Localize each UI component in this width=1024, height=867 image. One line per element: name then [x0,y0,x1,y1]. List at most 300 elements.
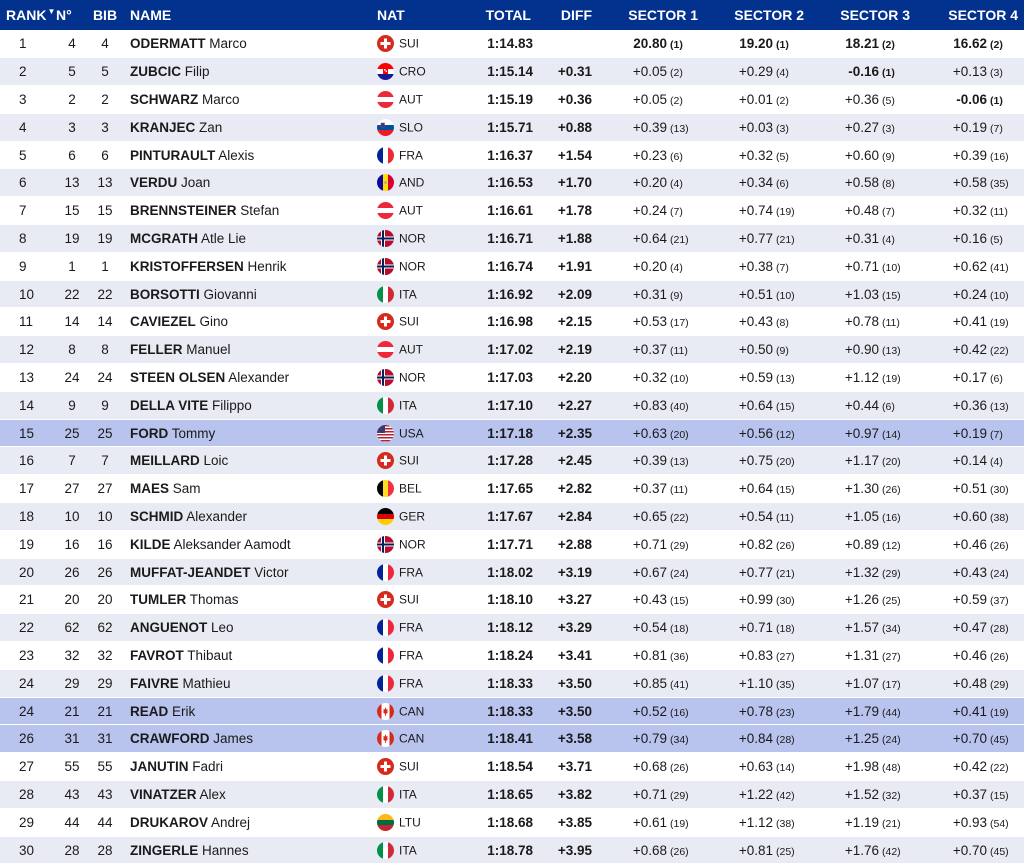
athlete-name[interactable] [122,669,377,697]
header-rank-label: RANK [6,7,47,23]
sector-2-time: +0.71 [738,620,773,636]
nation-cell [377,141,462,169]
sector-1-time: +0.05 [632,91,667,107]
athlete-name[interactable] [122,642,377,670]
athlete-name[interactable] [122,725,377,753]
header-diff[interactable]: DIFF [560,7,592,23]
rank-cell: 13 [19,369,35,385]
sector-3-time: +0.36 [844,91,879,107]
total-time: 1:15.14 [487,64,533,80]
sector-1-rank: (18) [670,623,689,636]
sector-4-time: +0.70 [952,842,987,858]
sector-2-rank: (30) [776,595,795,608]
table-row[interactable] [0,141,1024,169]
sector-1-cell [598,30,704,58]
bib-cell: 62 [97,620,113,636]
flag-icon [377,619,394,636]
table-row[interactable] [0,58,1024,86]
athlete-name[interactable] [122,252,377,280]
number-cell: 13 [64,175,80,191]
sector-4-rank: (1) [990,94,1003,107]
sector-2-time: +0.29 [738,64,773,80]
sector-2-rank: (8) [776,317,789,330]
sector-2-cell [704,669,810,697]
total-time: 1:17.03 [487,369,533,385]
athlete-name[interactable] [122,113,377,141]
bib-cell: 26 [97,564,113,580]
table-row[interactable] [0,419,1024,447]
rank-cell: 27 [19,759,35,775]
nation-code: SUI [399,592,420,607]
bib-cell: 2 [101,91,109,107]
sector-2-cell [704,58,810,86]
sector-2-time: +0.03 [738,119,773,135]
sector-4-time: +0.46 [952,536,987,552]
sector-3-time: +0.71 [844,258,879,274]
sector-4-time: +0.16 [952,230,987,246]
table-row[interactable] [0,86,1024,114]
sector-2-time: +1.22 [738,786,773,802]
athlete-name[interactable] [122,530,377,558]
athlete-last-name: ODERMATT [130,36,206,52]
table-row[interactable] [0,113,1024,141]
table-row[interactable] [0,586,1024,614]
header-rank[interactable] [0,0,56,30]
sector-2-rank: (28) [776,734,795,747]
sector-4-rank: (4) [990,456,1003,469]
header-sector-1[interactable]: SECTOR 1 [628,7,698,23]
sector-1-time: +0.37 [632,481,667,497]
athlete-first-name: Stefan [240,203,280,219]
header-bib[interactable]: BIB [92,7,118,23]
total-time: 1:17.10 [487,397,533,413]
sector-1-cell [598,586,704,614]
sector-1-cell [598,141,704,169]
sector-3-time: +0.89 [844,536,879,552]
table-row[interactable] [0,391,1024,419]
sector-3-rank: (7) [882,206,895,219]
header-sector-2[interactable]: SECTOR 2 [734,7,804,23]
sector-4-time: +0.13 [952,64,987,80]
number-cell: 6 [68,147,76,163]
sector-3-cell [810,141,916,169]
table-row[interactable] [0,503,1024,531]
sector-3-cell [810,586,916,614]
sector-3-cell [810,252,916,280]
table-row[interactable] [0,364,1024,392]
total-time: 1:18.33 [487,703,533,719]
sector-1-cell [598,280,704,308]
flag-icon [377,91,394,108]
sector-2-time: +0.77 [738,564,773,580]
time-diff: +2.82 [557,481,592,497]
sector-2-rank: (3) [776,122,789,135]
bib-cell: 27 [97,481,113,497]
table-row[interactable] [0,725,1024,753]
athlete-name[interactable] [122,419,377,447]
sector-4-time: +0.93 [952,814,987,830]
sector-1-rank: (20) [670,428,689,441]
athlete-name[interactable] [122,58,377,86]
total-time: 1:18.78 [487,842,533,858]
athlete-last-name: MEILLARD [130,453,200,469]
sector-3-time: +1.31 [844,647,879,663]
table-row[interactable] [0,447,1024,475]
nation-code: ITA [399,787,417,802]
time-diff [537,30,598,58]
athlete-name[interactable] [122,475,377,503]
sector-1-time: +0.71 [632,536,667,552]
sector-4-cell [916,419,1024,447]
sector-3-time: +0.27 [844,119,879,135]
sector-3-time: +0.97 [844,425,879,441]
time-diff: +0.88 [557,119,592,135]
nation-cell [377,447,462,475]
sector-2-time: +0.81 [738,842,773,858]
sector-1-rank: (29) [670,539,689,552]
sector-2-cell [704,308,810,336]
time-diff: +2.84 [557,508,592,524]
total-time: 1:16.61 [487,203,533,219]
nation-cell [377,225,462,253]
athlete-first-name: Hannes [202,842,249,858]
table-row[interactable] [0,753,1024,781]
total-time: 1:17.71 [487,536,533,552]
total-time: 1:18.41 [487,731,533,747]
nation-code: NOR [399,370,426,385]
header-total[interactable]: TOTAL [485,7,531,23]
sector-2-rank: (18) [776,623,795,636]
bib-cell: 3 [101,119,109,135]
sector-2-rank: (26) [776,539,795,552]
athlete-name[interactable] [122,586,377,614]
nation-cell [377,781,462,809]
table-row[interactable] [0,308,1024,336]
time-diff: +2.20 [557,369,592,385]
table-row[interactable] [0,530,1024,558]
sector-3-rank: (17) [882,678,901,691]
sector-3-time: +1.07 [844,675,879,691]
sector-4-time: +0.42 [952,342,987,358]
nation-cell [377,30,462,58]
table-row[interactable] [0,475,1024,503]
bib-cell: 10 [97,508,113,524]
sector-2-rank: (25) [776,845,795,858]
nation-cell [377,364,462,392]
athlete-first-name: Atle Lie [201,230,247,246]
number-cell: 26 [64,564,80,580]
athlete-first-name: Victor [254,564,289,580]
sector-3-cell [810,530,916,558]
flag-icon [377,452,394,469]
sector-3-cell [810,336,916,364]
sector-3-cell [810,280,916,308]
sector-1-cell [598,308,704,336]
athlete-name[interactable] [122,280,377,308]
sector-2-cell [704,336,810,364]
sector-4-rank: (5) [990,233,1003,246]
athlete-name[interactable] [122,308,377,336]
nation-code: SLO [399,120,424,135]
sector-4-rank: (2) [990,39,1003,52]
table-row[interactable] [0,808,1024,836]
athlete-first-name: Alexander [186,508,248,524]
sector-1-time: +0.05 [632,64,667,80]
sector-4-rank: (26) [990,539,1009,552]
athlete-name[interactable] [122,30,377,58]
athlete-name[interactable] [122,364,377,392]
athlete-name[interactable] [122,836,377,864]
athlete-name[interactable] [122,558,377,586]
athlete-name[interactable] [122,169,377,197]
bib-cell: 15 [97,203,113,219]
sector-1-time: +0.61 [632,814,667,830]
sector-1-time: +0.24 [632,203,667,219]
athlete-first-name: Fadri [192,759,224,775]
sector-4-time: +0.48 [952,675,987,691]
sector-2-rank: (12) [776,428,795,441]
athlete-name[interactable] [122,753,377,781]
flag-icon [377,425,394,442]
rank-cell: 15 [19,425,35,441]
nation-cell [377,475,462,503]
athlete-last-name: PINTURAULT [130,147,216,163]
athlete-last-name: FAVROT [130,647,184,663]
sector-4-cell [916,197,1024,225]
sector-4-rank: (10) [990,289,1009,302]
sector-3-time: +0.31 [844,230,879,246]
sector-4-cell [916,586,1024,614]
nation-code: SUI [399,453,420,468]
sector-2-cell [704,725,810,753]
number-cell: 1 [68,258,76,274]
sector-1-rank: (15) [670,595,689,608]
sector-4-cell [916,336,1024,364]
sector-3-rank: (6) [882,400,895,413]
total-time: 1:18.24 [487,647,533,663]
sector-2-cell [704,169,810,197]
number-cell: 9 [68,397,76,413]
sector-3-rank: (24) [882,734,901,747]
sector-2-rank: (9) [776,345,789,358]
rank-cell: 14 [19,397,35,413]
table-row[interactable] [0,558,1024,586]
nation-cell [377,503,462,531]
sector-2-cell [704,836,810,864]
total-time: 1:17.65 [487,481,533,497]
athlete-last-name: SCHMID [130,508,184,524]
sector-4-cell [916,86,1024,114]
header-sector-3[interactable]: SECTOR 3 [840,7,910,23]
table-row[interactable] [0,642,1024,670]
sector-4-cell [916,642,1024,670]
sector-4-time: +0.19 [952,425,987,441]
flag-icon [377,675,394,692]
table-row[interactable] [0,614,1024,642]
bib-cell: 24 [97,369,113,385]
athlete-first-name: Alexander [228,369,290,385]
flag-icon [377,647,394,664]
athlete-name[interactable] [122,503,377,531]
table-row[interactable] [0,197,1024,225]
time-diff: +3.41 [557,647,592,663]
total-time: 1:16.98 [487,314,533,330]
table-row[interactable] [0,225,1024,253]
time-diff: +3.85 [557,814,592,830]
table-row[interactable] [0,781,1024,809]
table-row[interactable] [0,30,1024,58]
athlete-last-name: MUFFAT-JEANDET [130,564,251,580]
athlete-first-name: Thibaut [187,647,233,663]
bib-cell: 28 [97,842,113,858]
number-cell: 27 [64,481,80,497]
sector-2-time: +0.82 [738,536,773,552]
sector-1-cell [598,447,704,475]
sector-2-cell [704,808,810,836]
nation-code: ITA [399,287,417,302]
sector-3-rank: (16) [882,511,901,524]
nation-cell [377,419,462,447]
sector-3-rank: (44) [882,706,901,719]
athlete-last-name: FORD [130,425,169,441]
results-body [0,30,1024,864]
sector-3-time: +0.58 [844,175,879,191]
nation-cell [377,86,462,114]
bib-cell: 43 [97,786,113,802]
sector-1-rank: (19) [670,817,689,830]
rank-cell: 26 [19,731,35,747]
sector-3-time: +0.78 [844,314,879,330]
nation-code: FRA [399,676,423,691]
total-time: 1:16.53 [487,175,533,191]
athlete-name[interactable] [122,225,377,253]
table-row[interactable] [0,697,1024,725]
sector-1-rank: (10) [670,372,689,385]
sector-1-cell [598,86,704,114]
nation-code: NOR [399,259,426,274]
sector-4-time: 16.62 [953,36,987,52]
sector-3-time: +1.03 [844,286,879,302]
athlete-name[interactable] [122,447,377,475]
athlete-name[interactable] [122,391,377,419]
total-time: 1:18.54 [487,759,533,775]
table-row[interactable] [0,336,1024,364]
sector-1-time: +0.81 [632,647,667,663]
athlete-last-name: ZINGERLE [130,842,199,858]
sector-4-time: +0.59 [952,592,987,608]
flag-icon [377,258,394,275]
sector-1-cell [598,503,704,531]
flag-icon [377,147,394,164]
sector-1-cell [598,530,704,558]
total-time: 1:14.83 [487,36,533,52]
total-time: 1:18.68 [487,814,533,830]
sector-2-rank: (27) [776,650,795,663]
sector-1-cell [598,669,704,697]
rank-cell: 30 [19,842,35,858]
sector-1-cell [598,419,704,447]
table-row[interactable] [0,280,1024,308]
sector-3-rank: (26) [882,484,901,497]
athlete-first-name: Aleksander Aamodt [173,536,291,552]
athlete-name[interactable] [122,808,377,836]
sector-2-cell [704,280,810,308]
flag-icon [377,202,394,219]
sector-3-time: +1.76 [844,842,879,858]
table-row[interactable] [0,169,1024,197]
table-row[interactable] [0,252,1024,280]
sector-4-time: +0.14 [952,453,987,469]
sector-3-cell [810,30,916,58]
sector-4-cell [916,169,1024,197]
sector-4-rank: (3) [990,67,1003,80]
sector-1-time: +0.39 [632,453,667,469]
bib-cell: 9 [101,397,109,413]
athlete-last-name: JANUTIN [130,759,189,775]
athlete-first-name: Mathieu [182,675,231,691]
total-time: 1:16.71 [487,230,533,246]
sector-4-cell [916,836,1024,864]
sector-1-rank: (1) [670,39,683,52]
athlete-last-name: BRENNSTEINER [130,203,237,219]
header-nat[interactable]: NAT [377,7,405,23]
sector-1-rank: (6) [670,150,683,163]
athlete-name[interactable] [122,86,377,114]
sector-2-cell [704,252,810,280]
sector-4-rank: (16) [990,150,1009,163]
bib-cell: 7 [101,453,109,469]
nation-code: FRA [399,620,423,635]
header-sector-4[interactable]: SECTOR 4 [948,7,1018,23]
sector-2-cell [704,197,810,225]
table-row[interactable] [0,669,1024,697]
sector-3-cell [810,197,916,225]
sector-3-cell [810,781,916,809]
nation-code: AUT [399,203,423,218]
athlete-last-name: MCGRATH [130,230,198,246]
athlete-name[interactable] [122,614,377,642]
sector-1-time: +0.54 [632,620,667,636]
flag-icon [377,397,394,414]
bib-cell: 16 [97,536,113,552]
total-time: 1:17.18 [487,425,533,441]
sector-3-time: -0.16 [848,64,879,80]
athlete-last-name: KRISTOFFERSEN [130,258,244,274]
sector-1-cell [598,391,704,419]
header-no[interactable]: N° [56,7,72,23]
athlete-name[interactable] [122,336,377,364]
sector-3-rank: (12) [882,539,901,552]
header-name[interactable]: NAME [130,7,172,23]
total-time: 1:17.67 [487,508,533,524]
athlete-name[interactable] [122,697,377,725]
sector-3-time: +1.25 [844,731,879,747]
sector-4-cell [916,308,1024,336]
number-cell: 2 [68,91,76,107]
sector-4-time: +0.39 [952,147,987,163]
time-diff: +3.71 [557,759,592,775]
sector-3-rank: (3) [882,122,895,135]
table-row[interactable] [0,836,1024,864]
athlete-name[interactable] [122,197,377,225]
athlete-name[interactable] [122,781,377,809]
athlete-name[interactable] [122,141,377,169]
athlete-first-name: Loic [203,453,229,469]
rank-cell: 21 [19,592,35,608]
athlete-first-name: Manuel [186,342,231,358]
sector-1-rank: (7) [670,206,683,219]
number-cell: 7 [68,453,76,469]
